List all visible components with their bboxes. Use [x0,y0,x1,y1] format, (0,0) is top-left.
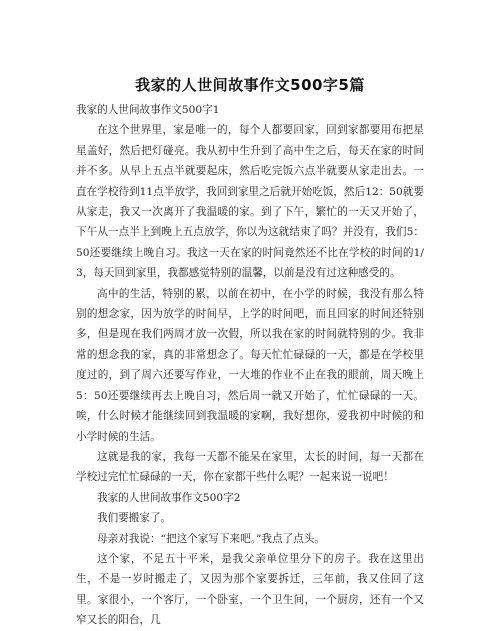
paragraph: 母亲对我说：“把这个家写下来吧。”我点了点头。 [97,532,325,545]
paragraph: 高中的生活，特别的累，以前在初中，在小学的时候，我没有那么特别的想念家，因为放学的时间早，上学的时间吧，而且回家的时间还特别多，但是现在我们两周才放一次假，所以我在家的时间就特别的少。我非常的想念我的家，真的非常想念了。每天忙忙碌碌的一天，都是在学校里度过的，到了周六还要写作业，一大堆的作业不止在我的眼前，周天晚上5：50还要继续再去上晚自习，然后周一就又开始了，忙忙碌碌的一天。唉，什么时候才能继续回到我温暖的家啊，我好想你，爱我初中时候的和小学时候的生活。 [76,287,424,443]
document-body [76,100,424,631]
section-heading: 我家的人世间故事作文500字2 [97,491,241,504]
section-heading: 我家的人世间故事作文500字1 [76,104,220,116]
paragraph: 在这个世界里，家是唯一的，每个人都要回家，回到家都要用布把星星盖好，然后把灯碰亮。我从初中生升到了高中生之后，每天在家的时间并不多。从早上五点半就要起床，然后吃完饭六点半就要从家走出去。一直在学校待到11点半放学，我回到家里之后就开始吃饭，然后12：50就要从家走，我又一次离开了我温暖的家。到了下午，繁忙的一天又开始了，下午从一点半上到晚上五点放学，你以为这就结束了吗？并没有，我们5：50还要继续上晚自习。我这一天在家的时间竟然还不比在学校的时间的1/3，每天回到家里，我都感觉特别的温馨，以前是没有过这种感受的。 [76,124,424,280]
paragraph: 这就是我的家，我每一天都不能呆在家里，太长的时间，每一天都在学校过完忙忙碌碌的一天，你在家都干些什么呢？一起来说一说吧！ [76,450,424,484]
document-title: 我家的人世间故事作文500字5篇 [135,76,365,94]
paragraph: 我们要搬家了。 [97,512,172,525]
paragraph: 这个家，不足五十平米，是我父亲单位里分下的房子。我在这里出生，不是一岁时搬走了，又因为那个家要拆迁，三年前，我又住回了这里。家很小，一个客厅，一个卧室，一个卫生间，一个厨房，还有一个又窄又长的阳台，几 [76,552,424,627]
